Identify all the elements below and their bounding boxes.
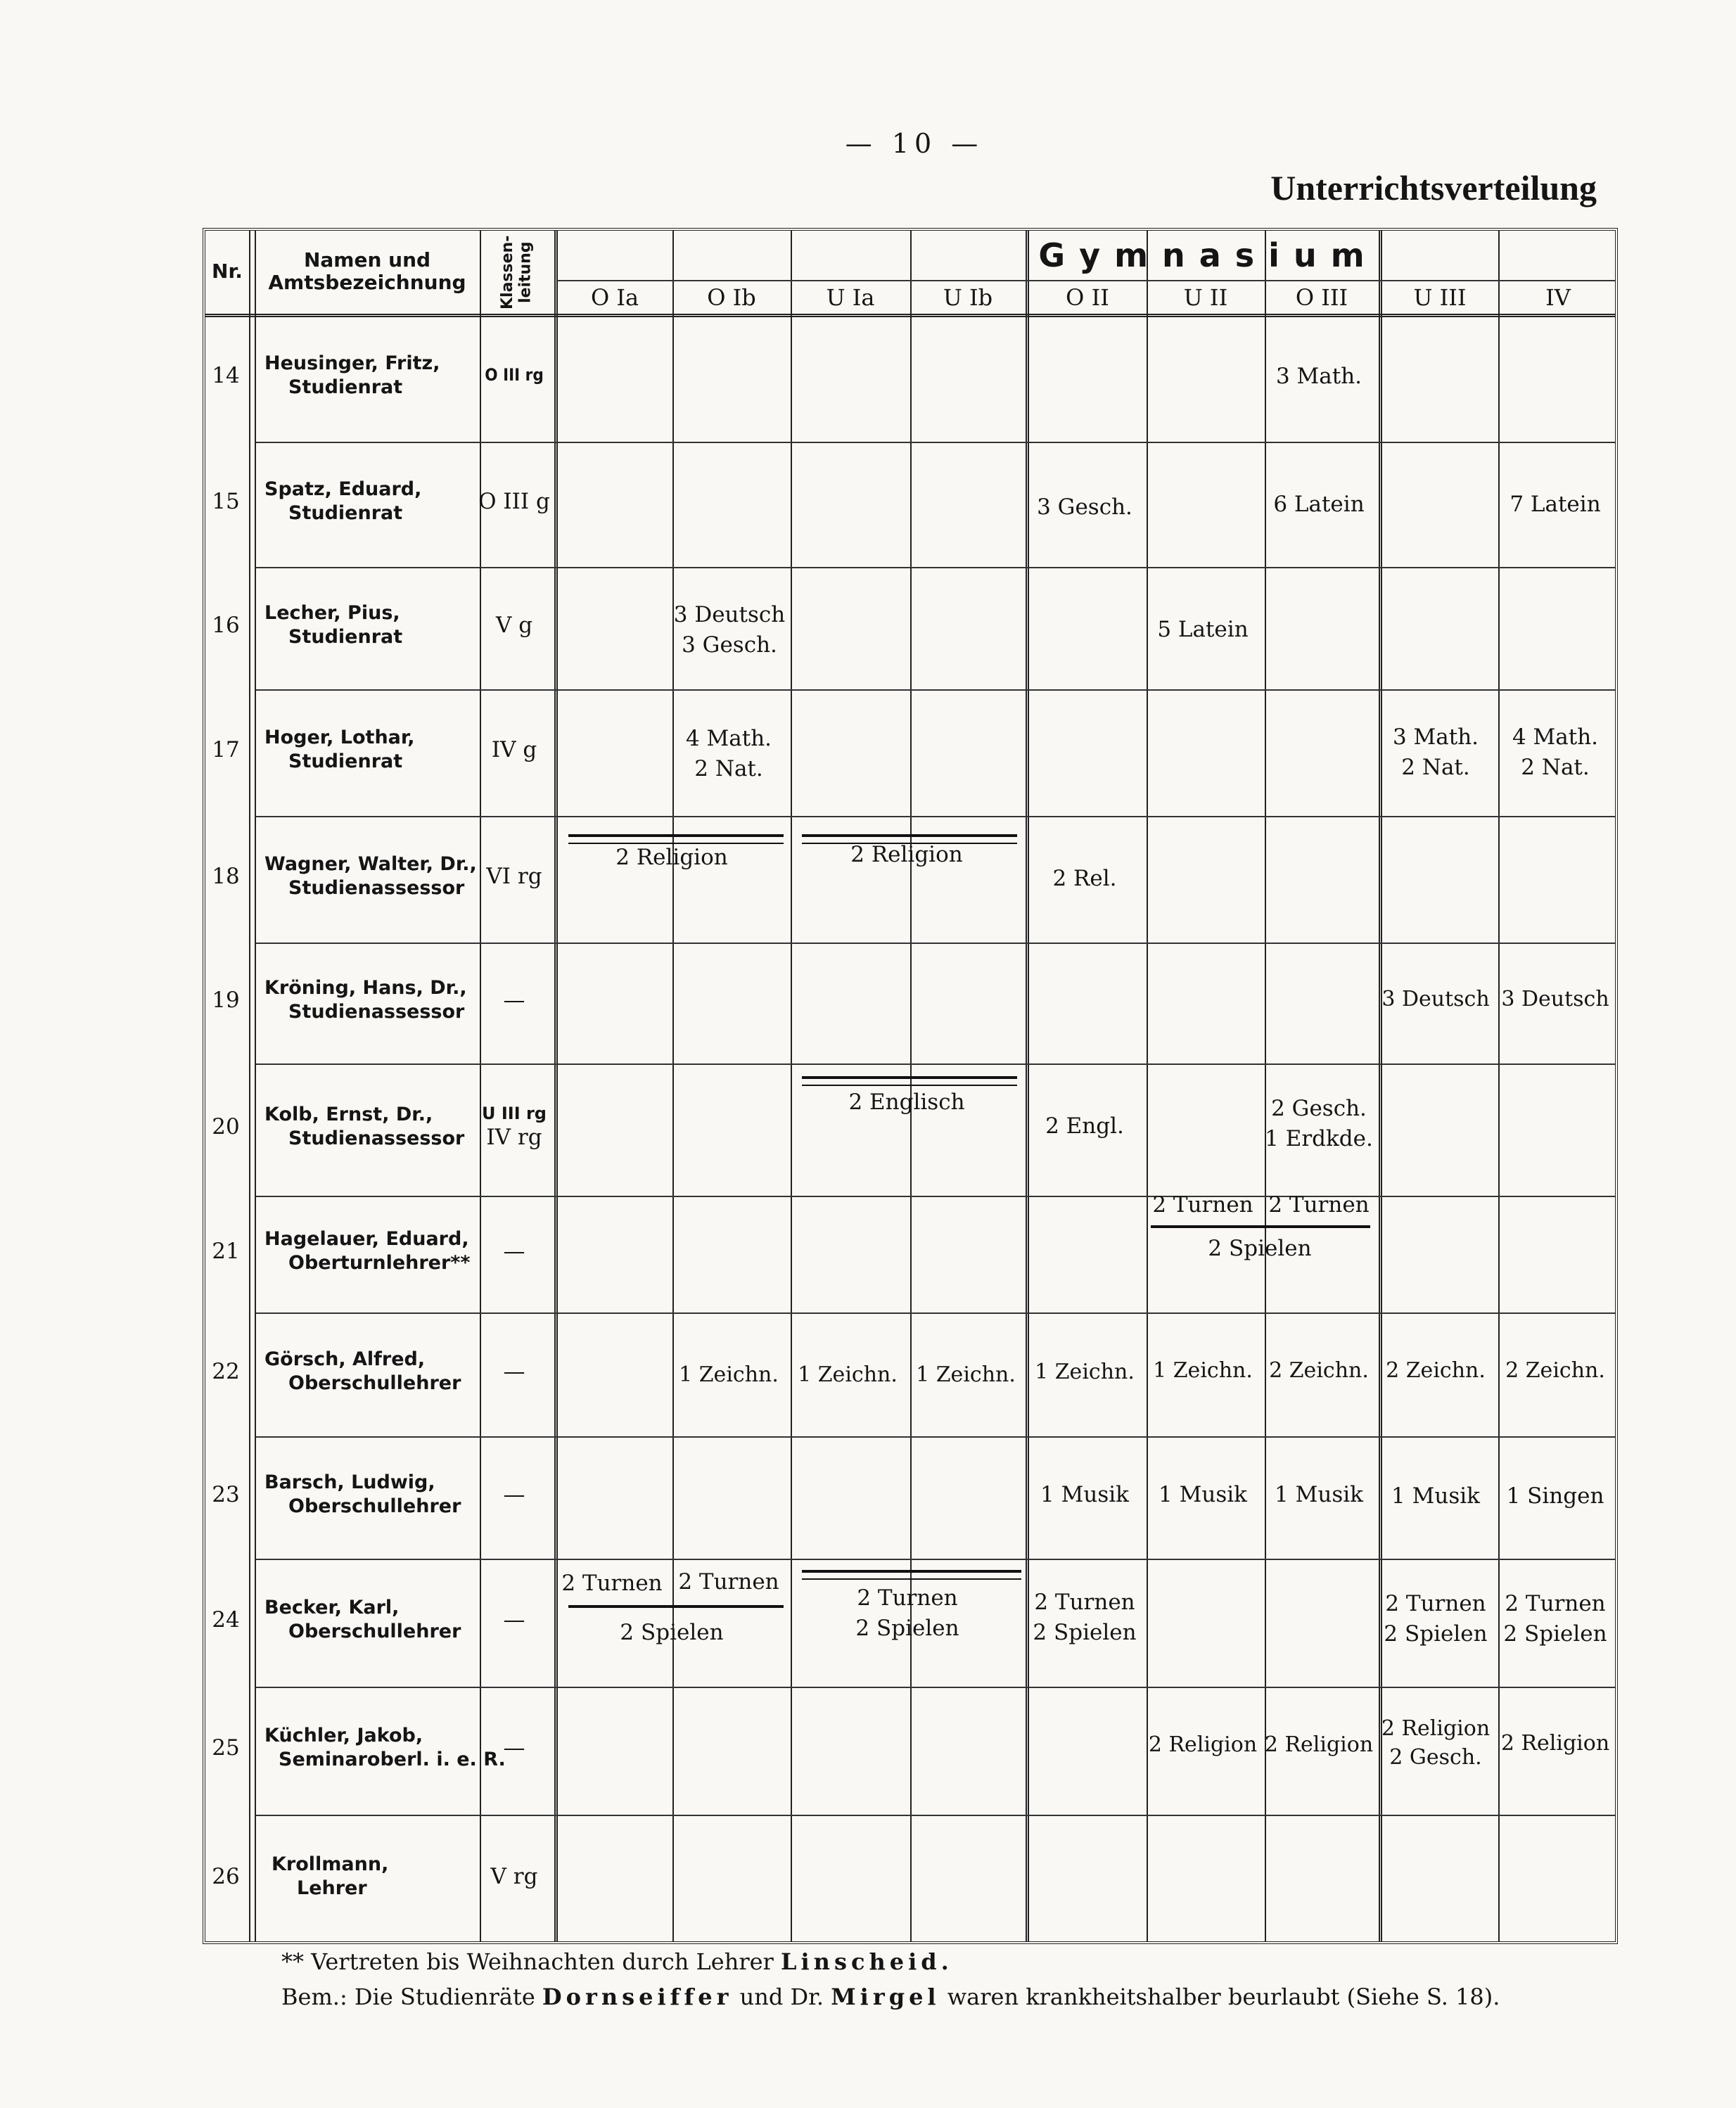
lesson-entry: 2 Engl. [1045,1113,1124,1139]
teacher-name-line: Barsch, Ludwig, [264,1471,435,1494]
lesson-entry: 1 Zeichn. [679,1362,779,1388]
header-class-uii: U II [1183,283,1228,311]
teacher-name [264,1193,471,1310]
class-bracket [568,1601,784,1608]
teacher-name-line: Görsch, Alfred, [264,1348,426,1371]
teacher-name-line: Kolb, Ernst, Dr., [264,1104,433,1126]
row-nr: 26 [212,1863,240,1889]
lesson-entry: 1 Musik [1040,1481,1129,1507]
teacher-name [264,1061,464,1193]
teacher-name-line: Hoger, Lothar, [264,727,415,749]
klassenleitung: — [503,1606,525,1633]
lesson-line: 2 Gesch. [1389,1745,1482,1770]
klassenleitung: — [503,987,525,1013]
lesson-line: 2 Nat. [1401,755,1470,780]
lesson-entry: 2 Religion [850,841,963,867]
header-klassenleitung: Klassen-leitung [498,235,534,309]
lesson-line: 2 Nat. [1521,755,1590,780]
klassenleitung-line1: U III rg [481,1103,547,1123]
row-nr: 19 [212,987,240,1013]
lesson-entry [670,719,788,789]
row-nr: 14 [212,362,240,388]
teacher-title: Oberschullehrer [288,1621,461,1642]
lesson-entry: 3 Math. [1275,363,1362,389]
lesson-entry [1377,1585,1494,1653]
row-nr: 24 [212,1606,240,1633]
klassenleitung: VI rg [486,863,542,889]
teacher-name [264,312,440,439]
teacher-name [264,1433,461,1556]
lesson-entry: 1 Zeichn. [1153,1358,1253,1384]
teacher-name-line: Wagner, Walter, Dr., [264,853,477,876]
lesson-entry: 2 Spielen [1208,1235,1312,1261]
lesson-line: 2 Turnen [857,1585,958,1611]
lesson-entry: 2 Zeichn. [1269,1358,1369,1384]
header-names-line1: Namen und [303,248,431,272]
lesson-entry: 1 Zeichn. [1035,1360,1135,1385]
lesson-line: 2 Turnen [1034,1590,1135,1616]
lesson-entry: 2 Religion [1264,1732,1374,1758]
header-names [256,231,478,312]
lesson-line: 2 Turnen [1505,1591,1606,1617]
page-title: Unterrichtsverteilung [1270,168,1597,207]
lesson-entry [1495,717,1615,788]
teacher-name-line: Spatz, Eduard, [264,478,422,501]
header-klassenleitung-cell [481,234,551,311]
class-bracket [802,1570,1021,1580]
header-class-oiii: O III [1295,283,1348,311]
remark-text: und Dr. [739,1984,824,2010]
header-class-uib: U Ib [943,283,993,311]
teacher-title: Oberschullehrer [288,1495,461,1517]
lesson-line: 1 Erdkde. [1265,1126,1373,1151]
row-nr: 22 [212,1358,240,1384]
teacher-title: Seminaroberl. i. e. R. [279,1749,506,1770]
lesson-entry: 2 Zeichn. [1505,1358,1605,1384]
header-class-oia: O Ia [590,283,639,311]
remark-name: Dornseiffer [542,1984,733,2010]
lesson-entry: 2 Turnen [1152,1192,1253,1218]
klassenleitung: O III g [478,488,550,514]
header-names-line2: Amtsbezeichnung [268,271,466,294]
class-bracket [802,1076,1017,1086]
header-class-oii: O II [1066,283,1109,311]
lesson-entry: 2 Zeichn. [1386,1358,1486,1384]
lesson-entry: 1 Musik [1159,1481,1247,1507]
klassenleitung: V rg [490,1863,538,1889]
class-bracket [1151,1221,1370,1228]
lesson-entry: 2 Religion [615,844,728,870]
klassenleitung: V g [495,612,533,638]
row-nr: 17 [212,736,240,762]
lesson-entry: 1 Musik [1391,1483,1480,1509]
klassenleitung: — [503,1735,525,1761]
teacher-name-line: Hagelauer, Eduard, [264,1228,469,1251]
lesson-entry: 1 Musik [1275,1481,1363,1507]
lesson-entry: 2 Spielen [620,1619,724,1645]
lesson-line: 2 Spielen [1503,1621,1607,1647]
teacher-title: Studienassessor [288,877,465,899]
header-nr: Nr. [212,259,243,283]
teacher-name-line: Heusinger, Fritz, [264,352,440,375]
lesson-line: 2 Gesch. [1271,1096,1367,1122]
row-nr: 16 [212,612,240,638]
lesson-entry: 3 Gesch. [1037,494,1132,520]
lesson-entry: 5 Latein [1157,616,1249,642]
lesson-entry [670,595,789,665]
lesson-entry: 2 Turnen [1268,1192,1370,1218]
lesson-entry: 6 Latein [1273,491,1365,517]
lesson-entry: 3 Deutsch [1501,987,1609,1012]
lesson-entry: 2 Turnen [561,1570,663,1596]
teacher-title: Lehrer [297,1877,367,1899]
teacher-title: Studienassessor [288,1128,465,1149]
lesson-line: 2 Spielen [1033,1620,1137,1645]
teacher-name-line: Küchler, Jakob, [264,1725,423,1747]
page-number: — 10 — [845,128,984,159]
lesson-entry: 3 Deutsch [1381,987,1490,1012]
klassenleitung [478,1061,550,1193]
lesson-line: 2 Religion [1381,1716,1491,1741]
lesson-entry: 2 Religion [1500,1731,1610,1756]
klassenleitung: IV g [491,736,537,762]
teacher-name-line: Krollmann, [272,1853,389,1876]
lesson-entry [1495,1585,1615,1653]
row-nr: 20 [212,1113,240,1139]
lesson-line: 2 Spielen [1384,1621,1488,1647]
klassenleitung: O III rg [485,365,544,385]
teacher-name [264,813,477,940]
remark-text: Bem.: Die Studienräte [281,1984,535,2010]
teacher-name [264,1684,506,1812]
lesson-entry: 2 Religion [1148,1732,1258,1758]
header-class-oib: O Ib [707,283,756,311]
lesson-entry: 7 Latein [1510,491,1601,517]
lesson-entry [1377,1709,1494,1777]
klassenleitung: — [503,1358,525,1384]
lesson-line: 3 Gesch. [682,632,777,658]
lesson-line: 2 Nat. [694,756,763,781]
teacher-name [264,940,467,1061]
teacher-name [264,564,402,686]
row-nr: 23 [212,1481,240,1507]
lesson-line: 4 Math. [1512,724,1599,750]
footnote-substitute [281,1948,953,1975]
lesson-entry [1026,1584,1144,1652]
footnote-name: Linscheid. [781,1948,953,1975]
header-class-uiii: U III [1413,283,1467,311]
teacher-name [264,439,421,564]
teacher-title: Studienassessor [288,1001,465,1023]
teacher-title: Studienrat [288,626,403,648]
lesson-entry: 2 Rel. [1052,865,1117,891]
teacher-name-line: Kröning, Hans, Dr., [264,977,467,999]
teacher-name [264,1556,461,1684]
header-class-iv: IV [1545,283,1571,311]
lesson-line: 4 Math. [685,726,772,752]
remark-name: Mirgel [831,1984,940,2010]
lesson-entry: 2 Turnen [678,1569,779,1595]
klassenleitung: — [503,1481,525,1507]
lesson-entry: 2 Englisch [848,1089,965,1115]
teacher-title: Studienrat [288,750,403,772]
teacher-name [264,1310,461,1433]
lesson-entry [1262,1089,1376,1159]
lesson-entry: 1 Singen [1506,1483,1604,1509]
teacher-name-line: Becker, Karl, [264,1597,400,1619]
row-nr: 21 [212,1238,240,1264]
footnote-text: ** Vertreten bis Weihnachten durch Lehrer [281,1948,774,1975]
klassenleitung: — [503,1238,525,1264]
row-nr: 25 [212,1735,240,1761]
row-nr: 15 [212,488,240,514]
footnote-remark [281,1984,1500,2010]
teacher-title: Oberturnlehrer** [288,1252,471,1274]
lesson-line: 3 Math. [1392,724,1479,750]
lesson-entry: 1 Zeichn. [916,1362,1016,1388]
lesson-line: 2 Spielen [855,1616,959,1641]
row-nr: 18 [212,863,240,889]
teacher-title: Oberschullehrer [288,1372,461,1394]
teacher-name [264,686,415,813]
lesson-entry [1377,717,1494,788]
header-school: Gymnasium [1038,236,1379,274]
teacher-title: Studienrat [288,502,403,524]
lesson-entry: 1 Zeichn. [798,1362,898,1388]
teacher-name [272,1812,388,1941]
remark-text: waren krankheitshalber beurlaubt (Siehe S. 18). [947,1984,1500,2010]
lesson-line: 3 Deutsch [673,602,786,628]
teacher-title: Studienrat [288,376,403,398]
lesson-entry [788,1580,1027,1647]
teacher-name-line: Lecher, Pius, [264,602,400,625]
lesson-line: 2 Turnen [1385,1591,1486,1617]
klassenleitung-line2: IV rg [486,1124,542,1150]
header-class-uia: U Ia [826,283,875,311]
